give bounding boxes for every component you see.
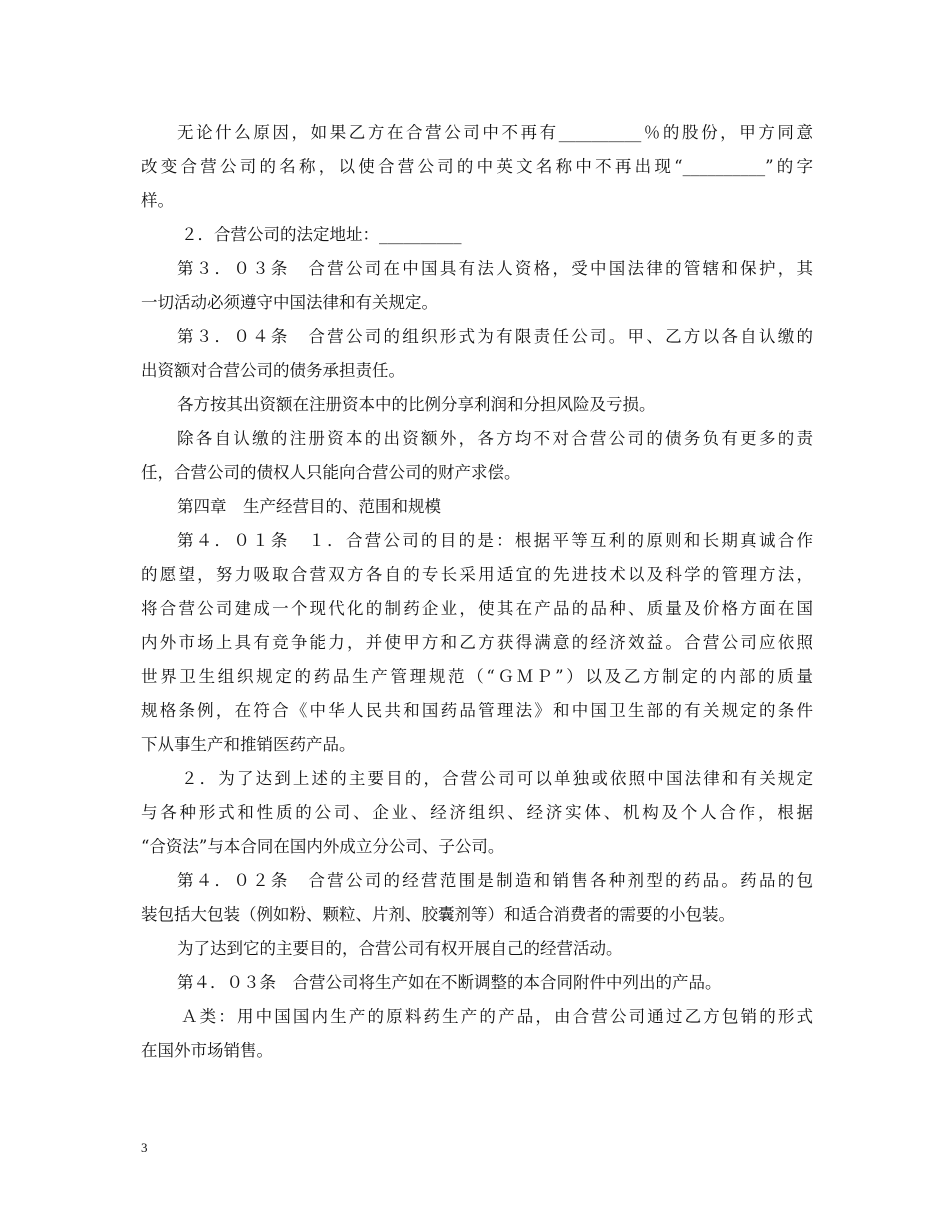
paragraph xyxy=(141,490,813,524)
text-line: 世界卫生组织规定的药品生产管理规范（“ＧＭＰ”）以及乙方制定的内部的质量 xyxy=(141,667,813,686)
paragraph xyxy=(141,1000,813,1068)
paragraph xyxy=(141,762,813,864)
paragraph xyxy=(141,116,813,218)
text-line: “合资法”与本合同在国内外成立分公司、子公司。 xyxy=(141,837,505,856)
paragraph xyxy=(141,932,813,966)
text-line: 将合营公司建成一个现代化的制药企业，使其在产品的品种、质量及价格方面在国 xyxy=(141,599,813,618)
text-line: 一切活动必须遵守中国法律和有关规定。 xyxy=(141,293,438,312)
text-line: 装包括大包装（例如粉、颗粒、片剂、胶囊剂等）和适合消费者的需要的小包装。 xyxy=(141,905,735,924)
text-line: 内外市场上具有竞争能力，并使甲方和乙方获得满意的经济效益。合营公司应依照 xyxy=(141,633,813,652)
paragraph xyxy=(141,320,813,388)
text-line: 各方按其出资额在注册资本中的比例分享利润和分担风险及亏损。 xyxy=(177,395,656,414)
paragraph xyxy=(141,966,813,1000)
paragraph xyxy=(141,864,813,932)
paragraph xyxy=(141,524,813,762)
text-line: 规格条例，在符合《中华人民共和国药品管理法》和中国卫生部的有关规定的条件 xyxy=(141,701,813,720)
text-line: 下从事生产和推销医药产品。 xyxy=(141,735,356,754)
text-line: 第４．０３条 合营公司将生产如在不断调整的本合同附件中列出的产品。 xyxy=(177,973,722,992)
text-line: 任，合营公司的债权人只能向合营公司的财产求偿。 xyxy=(141,463,521,482)
text-line: ２．为了达到上述的主要目的，合营公司可以单独或依照中国法律和有关规定 xyxy=(181,769,813,788)
page-number: 3 xyxy=(141,1140,148,1155)
text-line: 改变合营公司的名称，以使合营公司的中英文名称中不再出现“__________”的字 xyxy=(141,157,813,176)
paragraph xyxy=(141,252,813,320)
text-line: 除各自认缴的注册资本的出资额外，各方均不对合营公司的债务负有更多的责 xyxy=(177,429,813,448)
text-line: 为了达到它的主要目的，合营公司有权开展自己的经营活动。 xyxy=(177,939,623,958)
document-body xyxy=(141,116,813,1068)
paragraph xyxy=(141,218,813,252)
text-line: 第４．０２条 合营公司的经营范围是制造和销售各种剂型的药品。药品的包 xyxy=(177,871,813,890)
text-line: ２．合营公司的法定地址：__________ xyxy=(181,225,462,244)
text-line: 第四章 生产经营目的、范围和规模 xyxy=(177,497,441,516)
text-line: Ａ类：用中国国内生产的原料药生产的产品，由合营公司通过乙方包销的形式 xyxy=(181,1007,813,1026)
text-line: 第３．０４条 合营公司的组织形式为有限责任公司。甲、乙方以各自认缴的 xyxy=(177,327,813,346)
text-line: 的愿望，努力吸取合营双方各自的专长采用适宜的先进技术以及科学的管理方法， xyxy=(141,565,813,584)
paragraph xyxy=(141,422,813,490)
text-line: 出资额对合营公司的债务承担责任。 xyxy=(141,361,405,380)
text-line: 第３．０３条 合营公司在中国具有法人资格，受中国法律的管辖和保护，其 xyxy=(177,259,813,278)
text-line: 在国外市场销售。 xyxy=(141,1041,273,1060)
text-line: 无论什么原因，如果乙方在合营公司中不再有__________％的股份，甲方同意 xyxy=(177,123,813,142)
paragraph xyxy=(141,388,813,422)
text-line: 与各种形式和性质的公司、企业、经济组织、经济实体、机构及个人合作，根据 xyxy=(141,803,813,822)
text-line: 样。 xyxy=(141,191,174,210)
text-line: 第４．０１条 １．合营公司的目的是：根据平等互利的原则和长期真诚合作 xyxy=(177,531,813,550)
